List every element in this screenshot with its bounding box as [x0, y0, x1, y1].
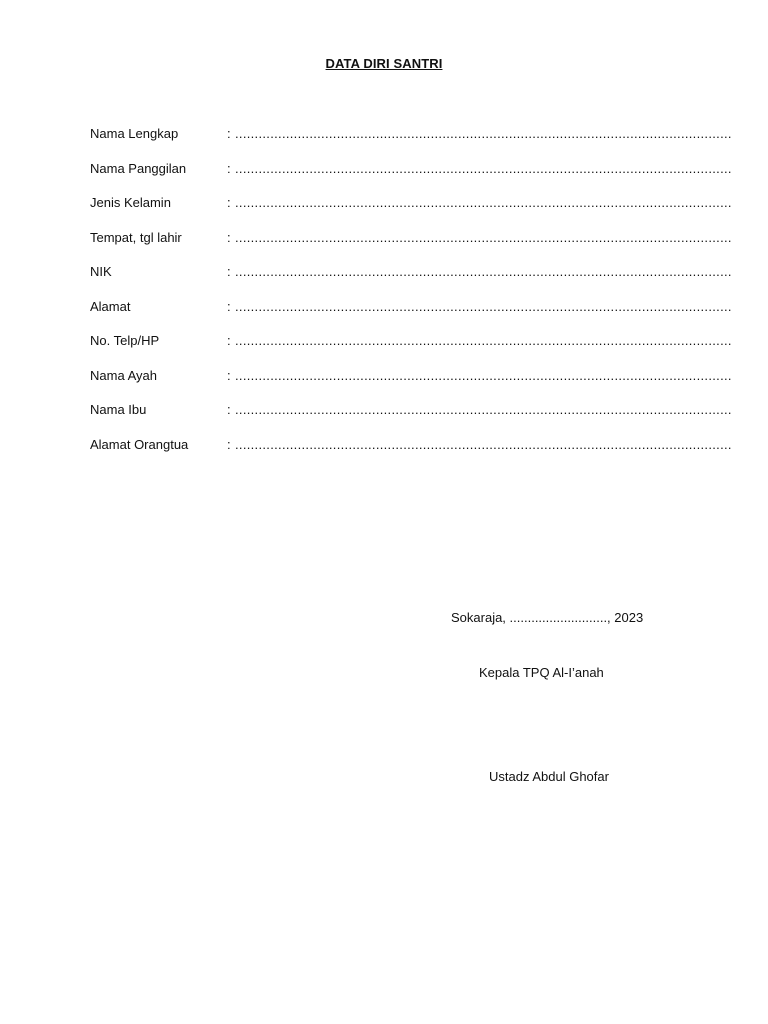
- field-blank: ...............................................................................................................................: [235, 368, 732, 383]
- field-blank: ...............................................................................................................................: [235, 299, 732, 314]
- field-colon: :: [227, 195, 231, 210]
- field-label: Alamat: [90, 299, 131, 314]
- field-colon: :: [227, 161, 231, 176]
- field-label: No. Telp/HP: [90, 333, 160, 348]
- field-label: NIK: [90, 264, 112, 279]
- signature-name: Ustadz Abdul Ghofar: [489, 769, 609, 784]
- field-row-nama-ayah: [90, 366, 732, 386]
- signature-position: Kepala TPQ Al-I’anah: [479, 665, 604, 680]
- field-row-alamat-orangtua: [90, 435, 732, 455]
- field-blank: ...............................................................................................................................: [235, 437, 732, 452]
- field-row-nama-ibu: [90, 400, 732, 420]
- field-row-nama-panggilan: [90, 159, 732, 179]
- field-row-nama-lengkap: [90, 124, 732, 144]
- field-colon: :: [227, 333, 231, 348]
- field-blank: ...............................................................................................................................: [235, 126, 732, 141]
- field-blank: ...............................................................................................................................: [235, 264, 732, 279]
- field-blank: ...............................................................................................................................: [235, 161, 732, 176]
- field-blank: ...............................................................................................................................: [235, 195, 732, 210]
- field-blank: ...............................................................................................................................: [235, 402, 732, 417]
- field-blank: ...............................................................................................................................: [235, 230, 732, 245]
- field-label: Nama Panggilan: [90, 161, 187, 176]
- field-colon: :: [227, 402, 231, 417]
- field-blank: ...............................................................................................................................: [235, 333, 732, 348]
- field-label: Jenis Kelamin: [90, 195, 171, 210]
- field-row-no-telp: [90, 331, 732, 351]
- field-row-alamat: [90, 297, 732, 317]
- field-colon: :: [227, 126, 231, 141]
- document-title: DATA DIRI SANTRI: [325, 56, 443, 71]
- field-label: Alamat Orangtua: [90, 437, 189, 452]
- field-row-jenis-kelamin: [90, 193, 732, 213]
- field-label: Tempat, tgl lahir: [90, 230, 182, 245]
- field-colon: :: [227, 230, 231, 245]
- field-label: Nama Ibu: [90, 402, 147, 417]
- field-label: Nama Lengkap: [90, 126, 179, 141]
- field-label: Nama Ayah: [90, 368, 157, 383]
- field-colon: :: [227, 299, 231, 314]
- field-colon: :: [227, 264, 231, 279]
- signature-place-date: Sokaraja, ..........................., 2023: [451, 610, 644, 625]
- field-colon: :: [227, 368, 231, 383]
- field-row-nik: [90, 262, 732, 282]
- field-row-tempat-tgl-lahir: [90, 228, 732, 248]
- field-colon: :: [227, 437, 231, 452]
